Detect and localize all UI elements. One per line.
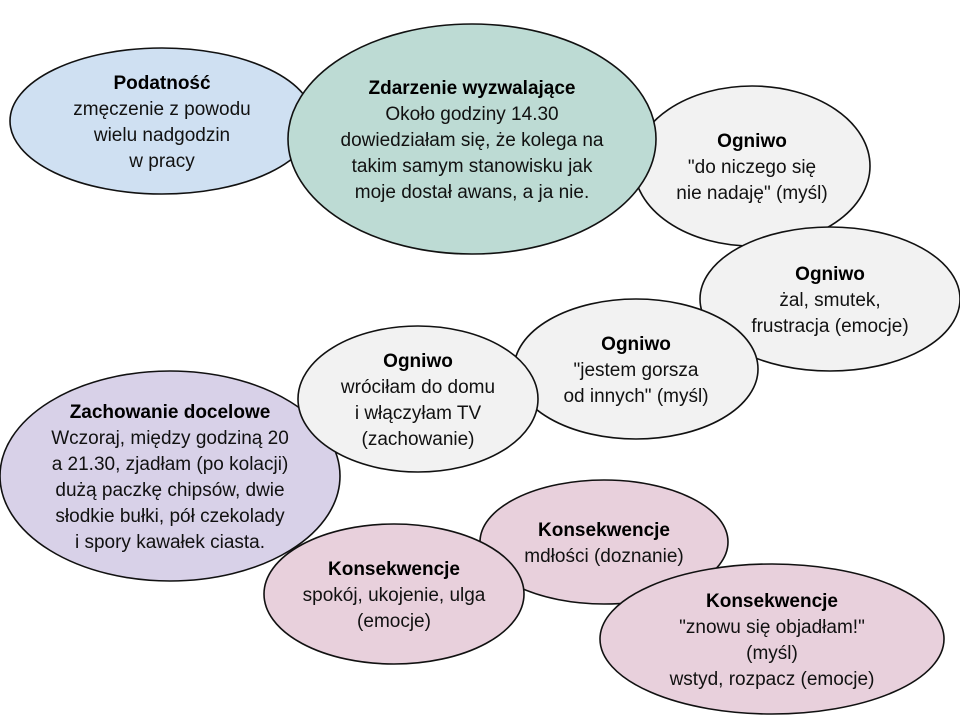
node-text-line: i włączyłam TV (354, 403, 482, 424)
node-text-line: (myśl) (746, 643, 798, 664)
node-title: Ogniwo (795, 264, 865, 285)
node-title: Konsekwencje (538, 520, 670, 541)
node-text-line: wróciłam do domu (340, 377, 496, 398)
node-text-line: nie nadaję" (myśl) (676, 183, 828, 204)
node-zdarzenie (288, 24, 656, 254)
node-ogniwo-4 (298, 326, 538, 472)
node-text-line: spokój, ukojenie, ulga (302, 585, 486, 606)
node-title: Konsekwencje (706, 591, 838, 612)
node-text-line: żal, smutek, (779, 290, 881, 311)
node-zachowanie-docelowe (0, 371, 340, 581)
node-ellipse (298, 326, 538, 472)
node-ellipse (10, 48, 314, 194)
node-text-line: "jestem gorsza (573, 360, 699, 381)
node-title: Zachowanie docelowe (69, 402, 271, 423)
node-text-line: wstyd, rozpacz (emocje) (669, 669, 875, 690)
node-title: Ogniwo (717, 131, 787, 152)
node-text-line: a 21.30, zjadłam (po kolacji) (51, 454, 289, 475)
node-ogniwo-3 (514, 299, 758, 439)
node-text-line: Wczoraj, między godziną 20 (51, 428, 289, 449)
node-ogniwo-1 (634, 86, 870, 246)
node-text-line: Około godziny 14.30 (385, 104, 559, 125)
node-text-line: dowiedziałam się, że kolega na (340, 130, 604, 151)
node-konsekwencje-2 (264, 524, 524, 664)
node-title: Ogniwo (601, 334, 671, 355)
node-text-line: (zachowanie) (361, 429, 475, 450)
node-ellipse (600, 564, 944, 714)
node-konsekwencje-3 (600, 564, 944, 714)
node-title: Zdarzenie wyzwalające (368, 78, 576, 99)
node-text-line: mdłości (doznanie) (524, 546, 684, 567)
node-podatnosc (10, 48, 314, 194)
node-text-line: moje dostał awans, a ja nie. (354, 182, 590, 203)
node-text-line: słodkie bułki, pół czekolady (55, 506, 285, 527)
node-text-line: dużą paczkę chipsów, dwie (55, 480, 285, 501)
node-text-line: takim samym stanowisku jak (351, 156, 593, 177)
node-text-line: frustracja (emocje) (751, 316, 909, 337)
node-title: Podatność (113, 73, 211, 94)
node-title: Konsekwencje (328, 559, 460, 580)
node-text-line: "do niczego się (687, 157, 817, 178)
node-text-line: wielu nadgodzin (93, 125, 231, 146)
node-text-line: w pracy (129, 151, 195, 172)
node-text-line: (emocje) (357, 611, 431, 632)
node-text-line: "znowu się objadłam!" (679, 617, 865, 638)
node-title: Ogniwo (383, 351, 453, 372)
node-text-line: zmęczenie z powodu (73, 99, 251, 120)
node-text-line: i spory kawałek ciasta. (74, 532, 266, 553)
node-text-line: od innych" (myśl) (563, 386, 709, 407)
